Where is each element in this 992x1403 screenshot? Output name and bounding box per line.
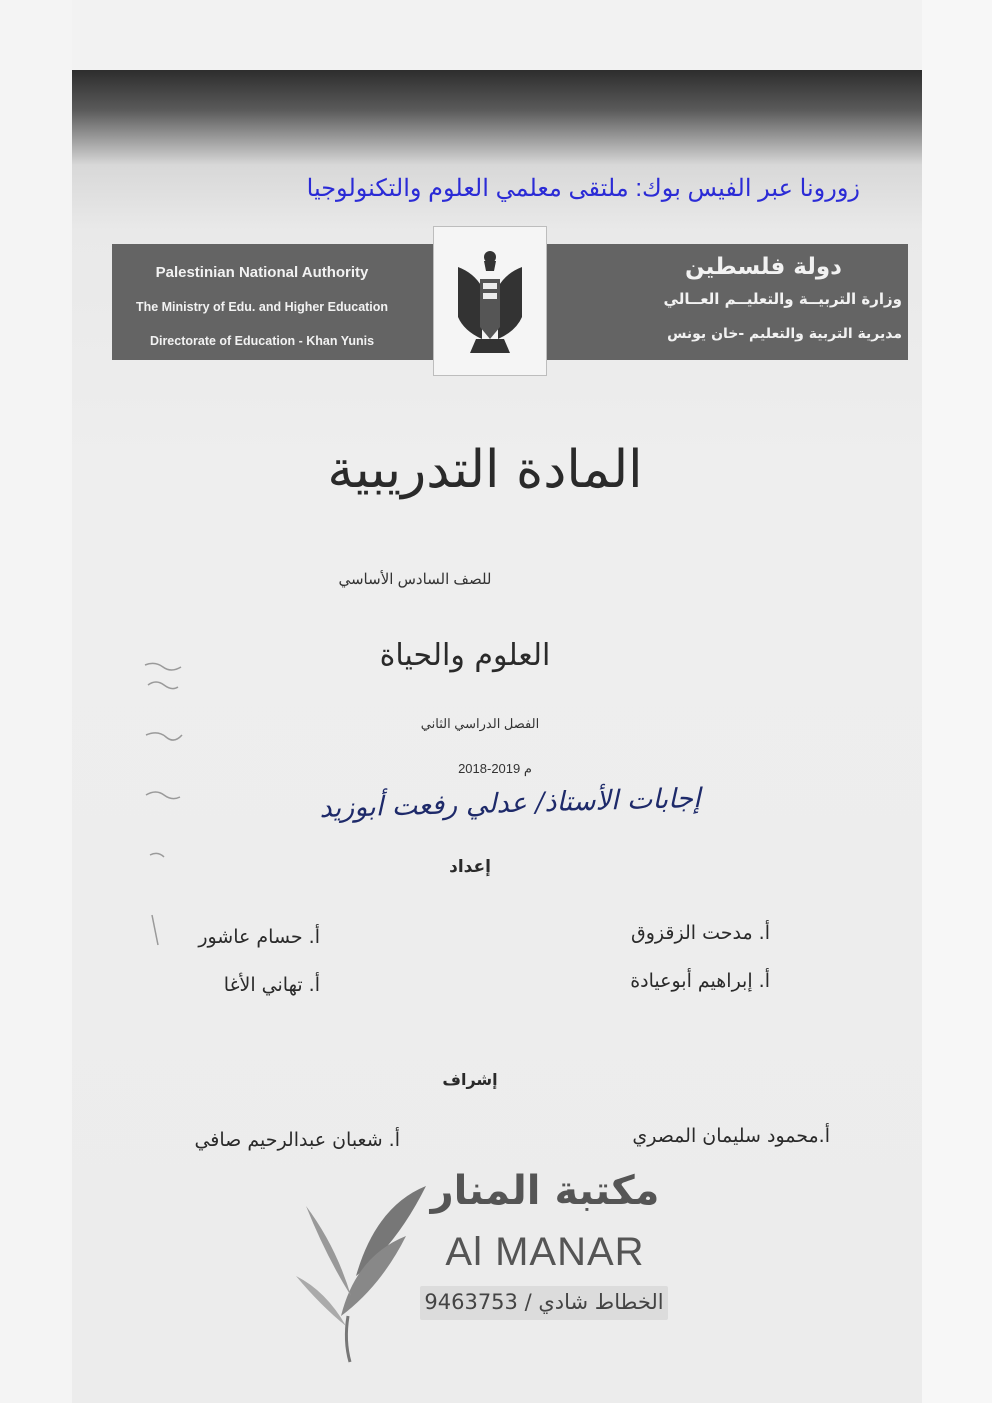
directorate-name-ar: مديرية التربية والتعليم -خان يونس xyxy=(667,326,902,342)
authority-name: Palestinian National Authority xyxy=(155,264,369,281)
author-name: أ. مدحت الزقزوق xyxy=(631,922,770,944)
letterhead-english xyxy=(112,256,412,358)
supervision-label: إشراف xyxy=(442,1070,498,1089)
school-year: 2018-2019 م xyxy=(458,761,532,776)
supervisor-name: أ. شعبان عبدالرحيم صافي xyxy=(194,1129,400,1151)
subject-name: العلوم والحياة xyxy=(379,638,551,673)
calligrapher-phone: الخطاط شادي / 9463753 xyxy=(424,1290,664,1314)
facebook-banner: زورونا عبر الفيس بوك: ملتقى معلمي العلوم والتكنولوجيا xyxy=(306,175,860,202)
scan-background-right xyxy=(922,0,992,1403)
letterhead-arabic xyxy=(580,250,902,354)
author-name: أ. إبراهيم أبوعيادة xyxy=(630,970,770,992)
state-name: دولة فلسطين xyxy=(684,254,842,280)
ministry-name-ar: وزارة التربيــة والتعليــم العــالي xyxy=(663,290,902,308)
library-name-ar: مكتبة المنار xyxy=(430,1168,660,1214)
library-name-en: Al MANAR xyxy=(445,1230,645,1274)
directorate-name: Directorate of Education - Khan Yunis xyxy=(149,334,375,348)
supervisor-name: أ.محمود سليمان المصري xyxy=(632,1125,830,1147)
scan-background-left xyxy=(0,0,72,1403)
author-name: أ. تهاني الأغا xyxy=(223,974,320,996)
eagle-emblem-icon xyxy=(433,226,547,376)
semester: الفصل الدراسي الثاني xyxy=(420,716,540,731)
document-title: المادة التدريبية xyxy=(327,440,643,500)
handwritten-note: إجابات الأستاذ/ عدلي رفعت أبوزيد xyxy=(319,783,701,824)
grade-level: للصف السادس الأساسي xyxy=(338,571,492,588)
margin-scribble xyxy=(140,655,190,955)
ministry-name: The Ministry of Edu. and Higher Education xyxy=(135,300,389,314)
leaf-logo-icon xyxy=(286,1166,436,1366)
preparation-label: إعداد xyxy=(449,857,491,877)
author-name: أ. حسام عاشور xyxy=(198,926,320,948)
scan-top-strip xyxy=(72,0,922,70)
